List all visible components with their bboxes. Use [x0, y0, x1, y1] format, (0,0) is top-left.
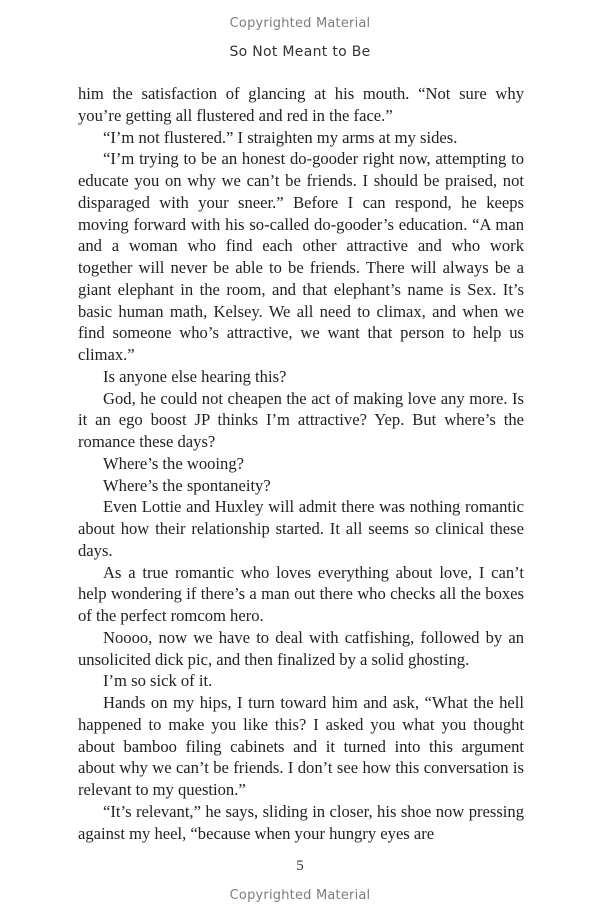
paragraph: “I’m not flustered.” I straighten my arms at my sides. [103, 127, 458, 147]
watermark-top: Copyrighted Material [229, 16, 371, 31]
running-head: So Not Meant to Be [229, 44, 371, 60]
paragraph: “It’s relevant,” he says, sliding in closer, his shoe now pressing against my heel, “because when your hungry eyes are [78, 801, 524, 843]
paragraph: Where’s the spontaneity? [103, 475, 271, 495]
paragraph: As a true romantic who loves everything about love, I can’t help wondering if there’s a man out there who checks all the boxes of the perfect romcom hero. [78, 562, 524, 625]
watermark-bottom: Copyrighted Material [229, 888, 371, 903]
paragraph: Noooo, now we have to deal with catfishing, followed by an unsolicited dick pic, and then finalized by a solid ghosting. [78, 627, 524, 669]
paragraph: God, he could not cheapen the act of making love any more. Is it an ego boost JP thinks I’m attractive? Yep. But where’s the romance these days? [78, 388, 524, 451]
paragraph: Is anyone else hearing this? [103, 366, 287, 386]
paragraph: him the satisfaction of glancing at his mouth. “Not sure why you’re getting all flustered and red in the face.” [78, 84, 524, 125]
paragraph: Even Lottie and Huxley will admit there was nothing romantic about how their relationship started. It all seems so clinical these days. [78, 497, 524, 560]
paragraph: Hands on my hips, I turn toward him and ask, “What the hell happened to make you like this? I asked you what you thought about bamboo filing cabinets and it turned into this argument about why we can’t be friends. I don’t see how this conversation is relevant to my question.” [78, 693, 524, 799]
paragraph: Where’s the wooing? [103, 453, 244, 473]
paragraph: I’m so sick of it. [103, 671, 213, 691]
paragraph: “I’m trying to be an honest do-gooder right now, attempting to educate you on why we can’t be friends. I should be praised, not disparaged with your sneer.” Before I can respond, he keeps moving forward with his so-called do-gooder’s education. “A man and a woman who find each other attractive and who work together will never be able to be friends. There will always be a giant elephant in the room, and that elephant’s name is Sex. It’s basic human math, Kelsey. We all need to climax, and when we find someone who’s attractive, we want that person to help us climax.” [78, 149, 524, 364]
page-number: 5 [296, 858, 304, 874]
body-text [78, 83, 524, 844]
